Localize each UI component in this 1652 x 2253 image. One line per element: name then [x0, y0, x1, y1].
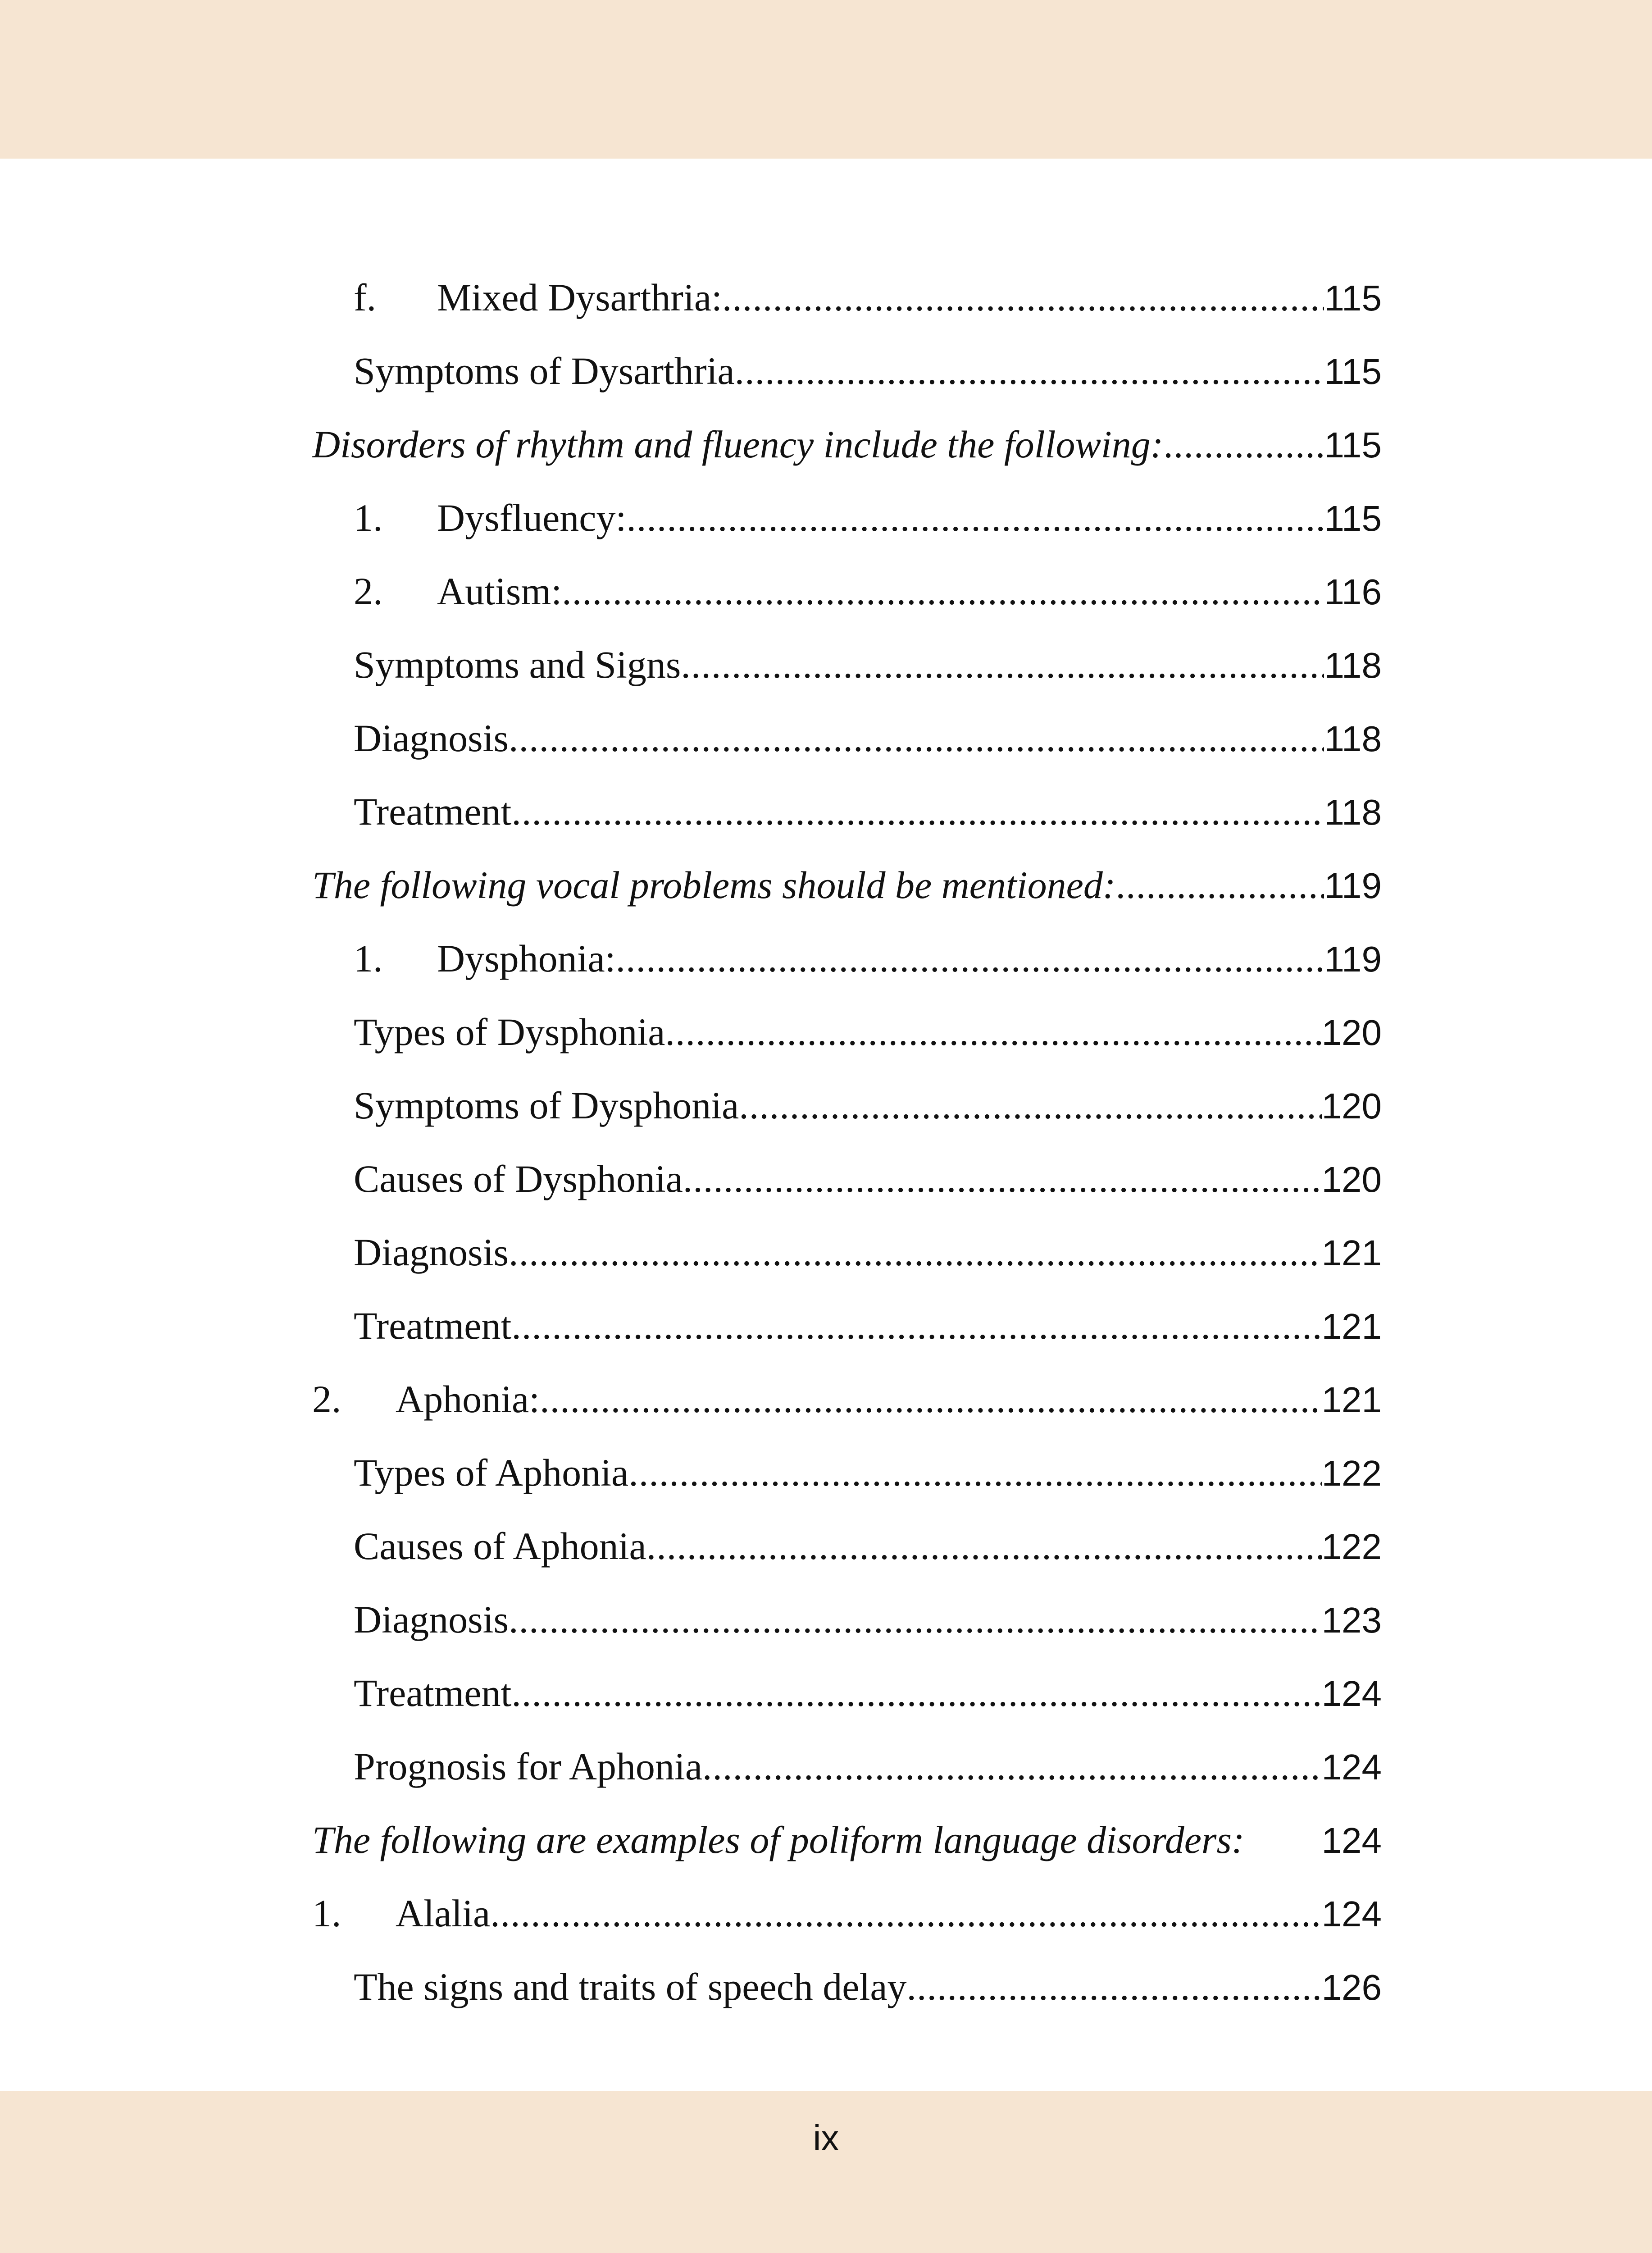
- toc-entry-title: Disorders of rhythm and fluency include the following:: [312, 423, 1164, 466]
- header-band: [0, 0, 1652, 159]
- toc-entry[interactable]: [354, 1078, 1382, 1152]
- toc-entry-number: 2.: [354, 570, 383, 613]
- toc-entry-number: 2.: [312, 1377, 341, 1421]
- toc-dot-leader: [681, 638, 1324, 692]
- toc-page-number: 122: [1321, 1453, 1382, 1493]
- toc-page-number: 115: [1324, 498, 1382, 538]
- toc-page-number: 119: [1324, 939, 1382, 979]
- toc-entry-title: Dysfluency:: [437, 496, 627, 539]
- toc-entry-number: f.: [354, 276, 377, 319]
- toc-entry-title: Types of Dysphonia: [354, 1010, 665, 1054]
- toc-page-number: 118: [1324, 792, 1382, 832]
- toc-dot-leader: [509, 1592, 1322, 1646]
- toc-dot-leader: [562, 564, 1324, 618]
- toc-entry-title: Causes of Aphonia: [354, 1524, 646, 1568]
- toc-entry-title: Types of Aphonia: [354, 1451, 629, 1494]
- toc-entry[interactable]: [354, 491, 1382, 564]
- toc-entry[interactable]: [312, 1813, 1382, 1886]
- toc-entry-title: Diagnosis: [354, 716, 509, 760]
- toc-page-number: 115: [1324, 425, 1382, 465]
- toc-dot-leader: [683, 1152, 1322, 1206]
- toc-entry-title: Symptoms of Dysarthria: [354, 349, 735, 392]
- toc-dot-leader: [646, 1519, 1322, 1573]
- toc-entry-number: 1.: [354, 937, 383, 980]
- toc-entry[interactable]: [354, 638, 1382, 711]
- toc-dot-leader: [628, 1446, 1321, 1500]
- toc-dot-leader: [626, 491, 1324, 545]
- toc-entry[interactable]: [354, 1519, 1382, 1592]
- footer-band: [0, 2091, 1652, 2253]
- toc-entry-title: Treatment: [354, 1671, 512, 1715]
- toc-entry[interactable]: [354, 1152, 1382, 1225]
- toc-entry-title: Dysphonia:: [437, 937, 616, 980]
- toc-entry[interactable]: [312, 1886, 1382, 1960]
- toc-entry-title: The signs and traits of speech delay: [354, 1965, 907, 2008]
- toc-page-number: 115: [1324, 278, 1382, 318]
- toc-entry-title: Treatment: [354, 1304, 512, 1347]
- toc-page-number: 124: [1321, 1820, 1382, 1861]
- toc-entry-number: 1.: [354, 496, 383, 539]
- toc-entry-title: Mixed Dysarthria:: [437, 276, 722, 319]
- toc-entry-title: Alalia: [396, 1892, 491, 1935]
- toc-dot-leader: [1163, 417, 1324, 471]
- toc-entry[interactable]: [354, 1225, 1382, 1299]
- toc-dot-leader: [1116, 858, 1324, 912]
- toc-dot-leader: [511, 1299, 1321, 1353]
- toc-page-number: 121: [1321, 1306, 1382, 1346]
- toc-page-number: 120: [1321, 1159, 1382, 1199]
- toc-page-number: 118: [1324, 719, 1382, 759]
- toc-page-number: 120: [1321, 1086, 1382, 1126]
- toc-entry-title: Diagnosis: [354, 1598, 509, 1641]
- toc-entry-title: Autism:: [437, 570, 562, 613]
- toc-entry[interactable]: [354, 711, 1382, 784]
- toc-dot-leader: [722, 270, 1324, 324]
- toc-page-number: 122: [1321, 1527, 1382, 1567]
- toc-entry[interactable]: [354, 344, 1382, 417]
- toc-entry-title: Treatment: [354, 790, 512, 833]
- toc-page-number: 121: [1321, 1380, 1382, 1420]
- toc-entry-title: The following are examples of poliform language disorders:: [312, 1818, 1245, 1861]
- toc-entry[interactable]: [354, 270, 1382, 344]
- toc-entry[interactable]: [312, 417, 1382, 491]
- toc-page-number: 119: [1324, 866, 1382, 906]
- toc-dot-leader: [509, 711, 1324, 765]
- toc-entry[interactable]: [354, 1960, 1382, 2033]
- toc-dot-leader: [735, 344, 1324, 398]
- toc-page-number: 124: [1321, 1894, 1382, 1934]
- toc-entry[interactable]: [354, 1446, 1382, 1519]
- toc-page-number: 120: [1321, 1012, 1382, 1053]
- toc-dot-leader: [616, 931, 1324, 985]
- toc-entry[interactable]: [354, 1739, 1382, 1813]
- toc-entry[interactable]: [312, 1372, 1382, 1446]
- toc-entry[interactable]: [354, 1592, 1382, 1666]
- toc-entry-title: Prognosis for Aphonia: [354, 1745, 702, 1788]
- toc-dot-leader: [739, 1078, 1321, 1132]
- toc-dot-leader: [490, 1886, 1321, 1940]
- page-number: ix: [813, 2118, 839, 2158]
- toc-entry-title: Aphonia:: [396, 1377, 540, 1421]
- toc-entry-title: The following vocal problems should be mentioned:: [312, 863, 1116, 907]
- toc-page-number: 115: [1324, 351, 1382, 392]
- toc-dot-leader: [540, 1372, 1321, 1426]
- toc-entry-title: Causes of Dysphonia: [354, 1157, 683, 1200]
- toc-page-number: 124: [1321, 1747, 1382, 1787]
- toc-page-number: 118: [1324, 645, 1382, 685]
- toc-page-number: 126: [1321, 1967, 1382, 2007]
- toc-dot-leader: [665, 1005, 1321, 1059]
- toc-page-number: 116: [1324, 572, 1382, 612]
- toc-entry[interactable]: [354, 564, 1382, 638]
- toc-dot-leader: [702, 1739, 1322, 1793]
- toc-entry[interactable]: [354, 1005, 1382, 1078]
- toc-entry-number: 1.: [312, 1892, 341, 1935]
- toc-page-number: 121: [1321, 1233, 1382, 1273]
- toc-dot-leader: [511, 1666, 1321, 1720]
- toc-entry-title: Symptoms and Signs: [354, 643, 681, 686]
- toc-entry-title: Symptoms of Dysphonia: [354, 1084, 739, 1127]
- toc-dot-leader: [509, 1225, 1322, 1279]
- toc-entry[interactable]: [312, 858, 1382, 931]
- toc-entry[interactable]: [354, 1666, 1382, 1739]
- toc-page-number: 123: [1321, 1600, 1382, 1640]
- toc-dot-leader: [511, 784, 1324, 839]
- toc-page-number: 124: [1321, 1674, 1382, 1714]
- toc-dot-leader: [907, 1960, 1322, 2014]
- toc-entry-title: Diagnosis: [354, 1231, 509, 1274]
- toc-entry[interactable]: [354, 1299, 1382, 1372]
- toc-entry[interactable]: [354, 784, 1382, 858]
- toc-entry[interactable]: [354, 931, 1382, 1005]
